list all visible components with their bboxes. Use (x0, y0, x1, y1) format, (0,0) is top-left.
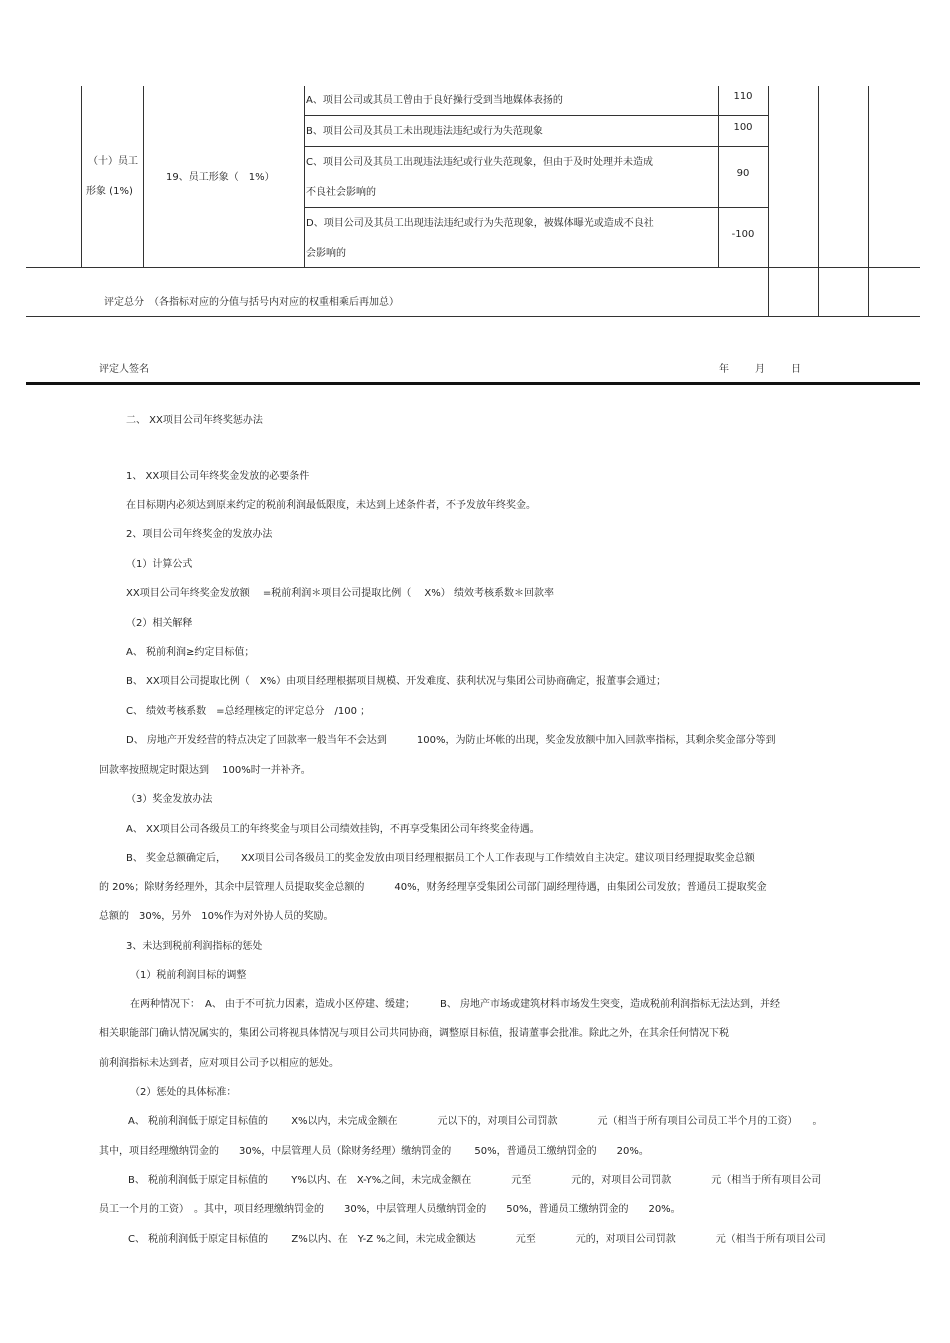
paragraph-line: 的 20%；除财务经理外，其余中层管理人员提取奖金总额的 40%，财务经理享受集团公司部门副经理待遇，由集团公司发放；普通员工提取奖金 (99, 882, 767, 893)
table-line (26, 316, 920, 317)
table-line (818, 86, 819, 316)
table-line (304, 146, 768, 147)
paragraph-line: A、 税前利润≥约定目标值； (126, 647, 255, 658)
table-line (304, 207, 768, 208)
option-c-line-2: 不良社会影响的 (306, 187, 376, 198)
table-line (304, 115, 768, 116)
paragraph-line: 2、项目公司年终奖金的发放办法 (126, 529, 273, 540)
paragraph-line: （2）惩处的具体标准： (130, 1087, 237, 1098)
paragraph-line: 在两种情况下： A、 由于不可抗力因素，造成小区停建、缓建； B、 房地产市场或建筑材料市场发生突变，造成税前利润指标无法达到，并经 (130, 999, 781, 1010)
paragraph-line: B、 XX项目公司提取比例（ X%）由项目经理根据项目规模、开发难度、获利状况与集团公司协商确定，报董事会通过； (126, 676, 667, 687)
paragraph-line: 3、未达到税前利润指标的惩处 (126, 941, 263, 952)
total-score-label: 评定总分 （各指标对应的分值与括号内对应的权重相乘后再加总） (104, 297, 399, 308)
score-a: 110 (733, 91, 753, 102)
option-d-line-1: D、项目公司及其员工出现违法违纪或行为失范现象，被媒体曝光或造成不良社 (306, 218, 654, 229)
option-c-line-1: C、项目公司及其员工出现违法违纪或行业失范现象，但由于及时处理并未造成 (306, 157, 653, 168)
paragraph-line: A、 税前利润低于原定目标值的 X%以内，未完成金额在 元以下的，对项目公司罚款 元（相当于所有项目公司员工半个月的工资） 。 (128, 1116, 823, 1127)
option-b: B、项目公司及其员工未出现违法违纪或行为失范现象 (306, 126, 543, 137)
signature-year: 年 (719, 364, 729, 375)
option-d-line-2: 会影响的 (306, 248, 346, 259)
paragraph-line: （1）计算公式 (126, 559, 193, 570)
signature-label: 评定人签名 (99, 364, 149, 375)
category-line-1: （十）员工 (88, 156, 138, 167)
indicator-name: 19、员工形象（ 1%） (166, 172, 275, 183)
table-line (81, 86, 82, 267)
table-line (26, 267, 920, 268)
table-line (868, 86, 869, 316)
signature-day: 日 (791, 364, 801, 375)
paragraph-line: XX项目公司年终奖金发放额 =税前利润＊项目公司提取比例（ X%） 绩效考核系数＊回款率 (126, 588, 554, 599)
paragraph-line: C、 税前利润低于原定目标值的 Z%以内、在 Y-Z %之间，未完成金额达 元至 元的，对项目公司罚款 元（相当于所有项目公司 (128, 1234, 826, 1245)
paragraph-line: （1）税前利润目标的调整 (130, 970, 247, 981)
score-b: 100 (733, 122, 753, 133)
table-line (304, 86, 305, 267)
table-line (768, 86, 769, 316)
thick-divider (26, 382, 920, 385)
score-c: 90 (736, 168, 750, 179)
category-line-2: 形象 (1%) (86, 186, 133, 197)
section-title: 二、 XX项目公司年终奖惩办法 (126, 415, 263, 426)
paragraph-line: A、 XX项目公司各级员工的年终奖金与项目公司绩效挂钩，不再享受集团公司年终奖金待遇。 (126, 824, 540, 835)
paragraph-line: 员工一个月的工资） 。其中，项目经理缴纳罚金的 30%，中层管理人员缴纳罚金的 50%，普通员工缴纳罚金的 20%。 (99, 1204, 681, 1215)
paragraph-line: 前利润指标未达到者，应对项目公司予以相应的惩处。 (99, 1058, 339, 1069)
option-a: A、项目公司或其员工曾由于良好操行受到当地媒体表扬的 (306, 95, 563, 106)
paragraph-line: 回款率按照规定时限达到 100%时一并补齐。 (99, 765, 311, 776)
signature-month: 月 (755, 364, 765, 375)
paragraph-line: B、 税前利润低于原定目标值的 Y%以内、在 X-Y%之间，未完成金额在 元至 元的，对项目公司罚款 元（相当于所有项目公司 (128, 1175, 822, 1186)
table-line (143, 86, 144, 267)
paragraph-line: 总额的 30%，另外 10%作为对外协人员的奖励。 (99, 911, 334, 922)
paragraph-line: （3）奖金发放办法 (126, 794, 213, 805)
score-d: -100 (731, 229, 755, 240)
paragraph-line: 1、 XX项目公司年终奖金发放的必要条件 (126, 471, 310, 482)
paragraph-line: 在目标期内必须达到原来约定的税前利润最低限度，未达到上述条件者，不予发放年终奖金。 (126, 500, 536, 511)
paragraph-line: （2）相关解释 (126, 618, 193, 629)
paragraph-line: D、 房地产开发经营的特点决定了回款率一般当年不会达到 100%，为防止坏帐的出现，奖金发放额中加入回款率指标，其剩余奖金部分等到 (126, 735, 776, 746)
paragraph-line: 其中，项目经理缴纳罚金的 30%，中层管理人员（除财务经理）缴纳罚金的 50%，普通员工缴纳罚金的 20%。 (99, 1146, 649, 1157)
paragraph-line: C、 绩效考核系数 =总经理核定的评定总分 /100 ； (126, 706, 371, 717)
paragraph-line: B、 奖金总额确定后， XX项目公司各级员工的奖金发放由项目经理根据员工个人工作表现与工作绩效自主决定。建议项目经理提取奖金总额 (126, 853, 755, 864)
paragraph-line: 相关职能部门确认情况属实的，集团公司将视具体情况与项目公司共同协商，调整原目标值，报请董事会批准。除此之外，在其余任何情况下税 (99, 1028, 729, 1039)
